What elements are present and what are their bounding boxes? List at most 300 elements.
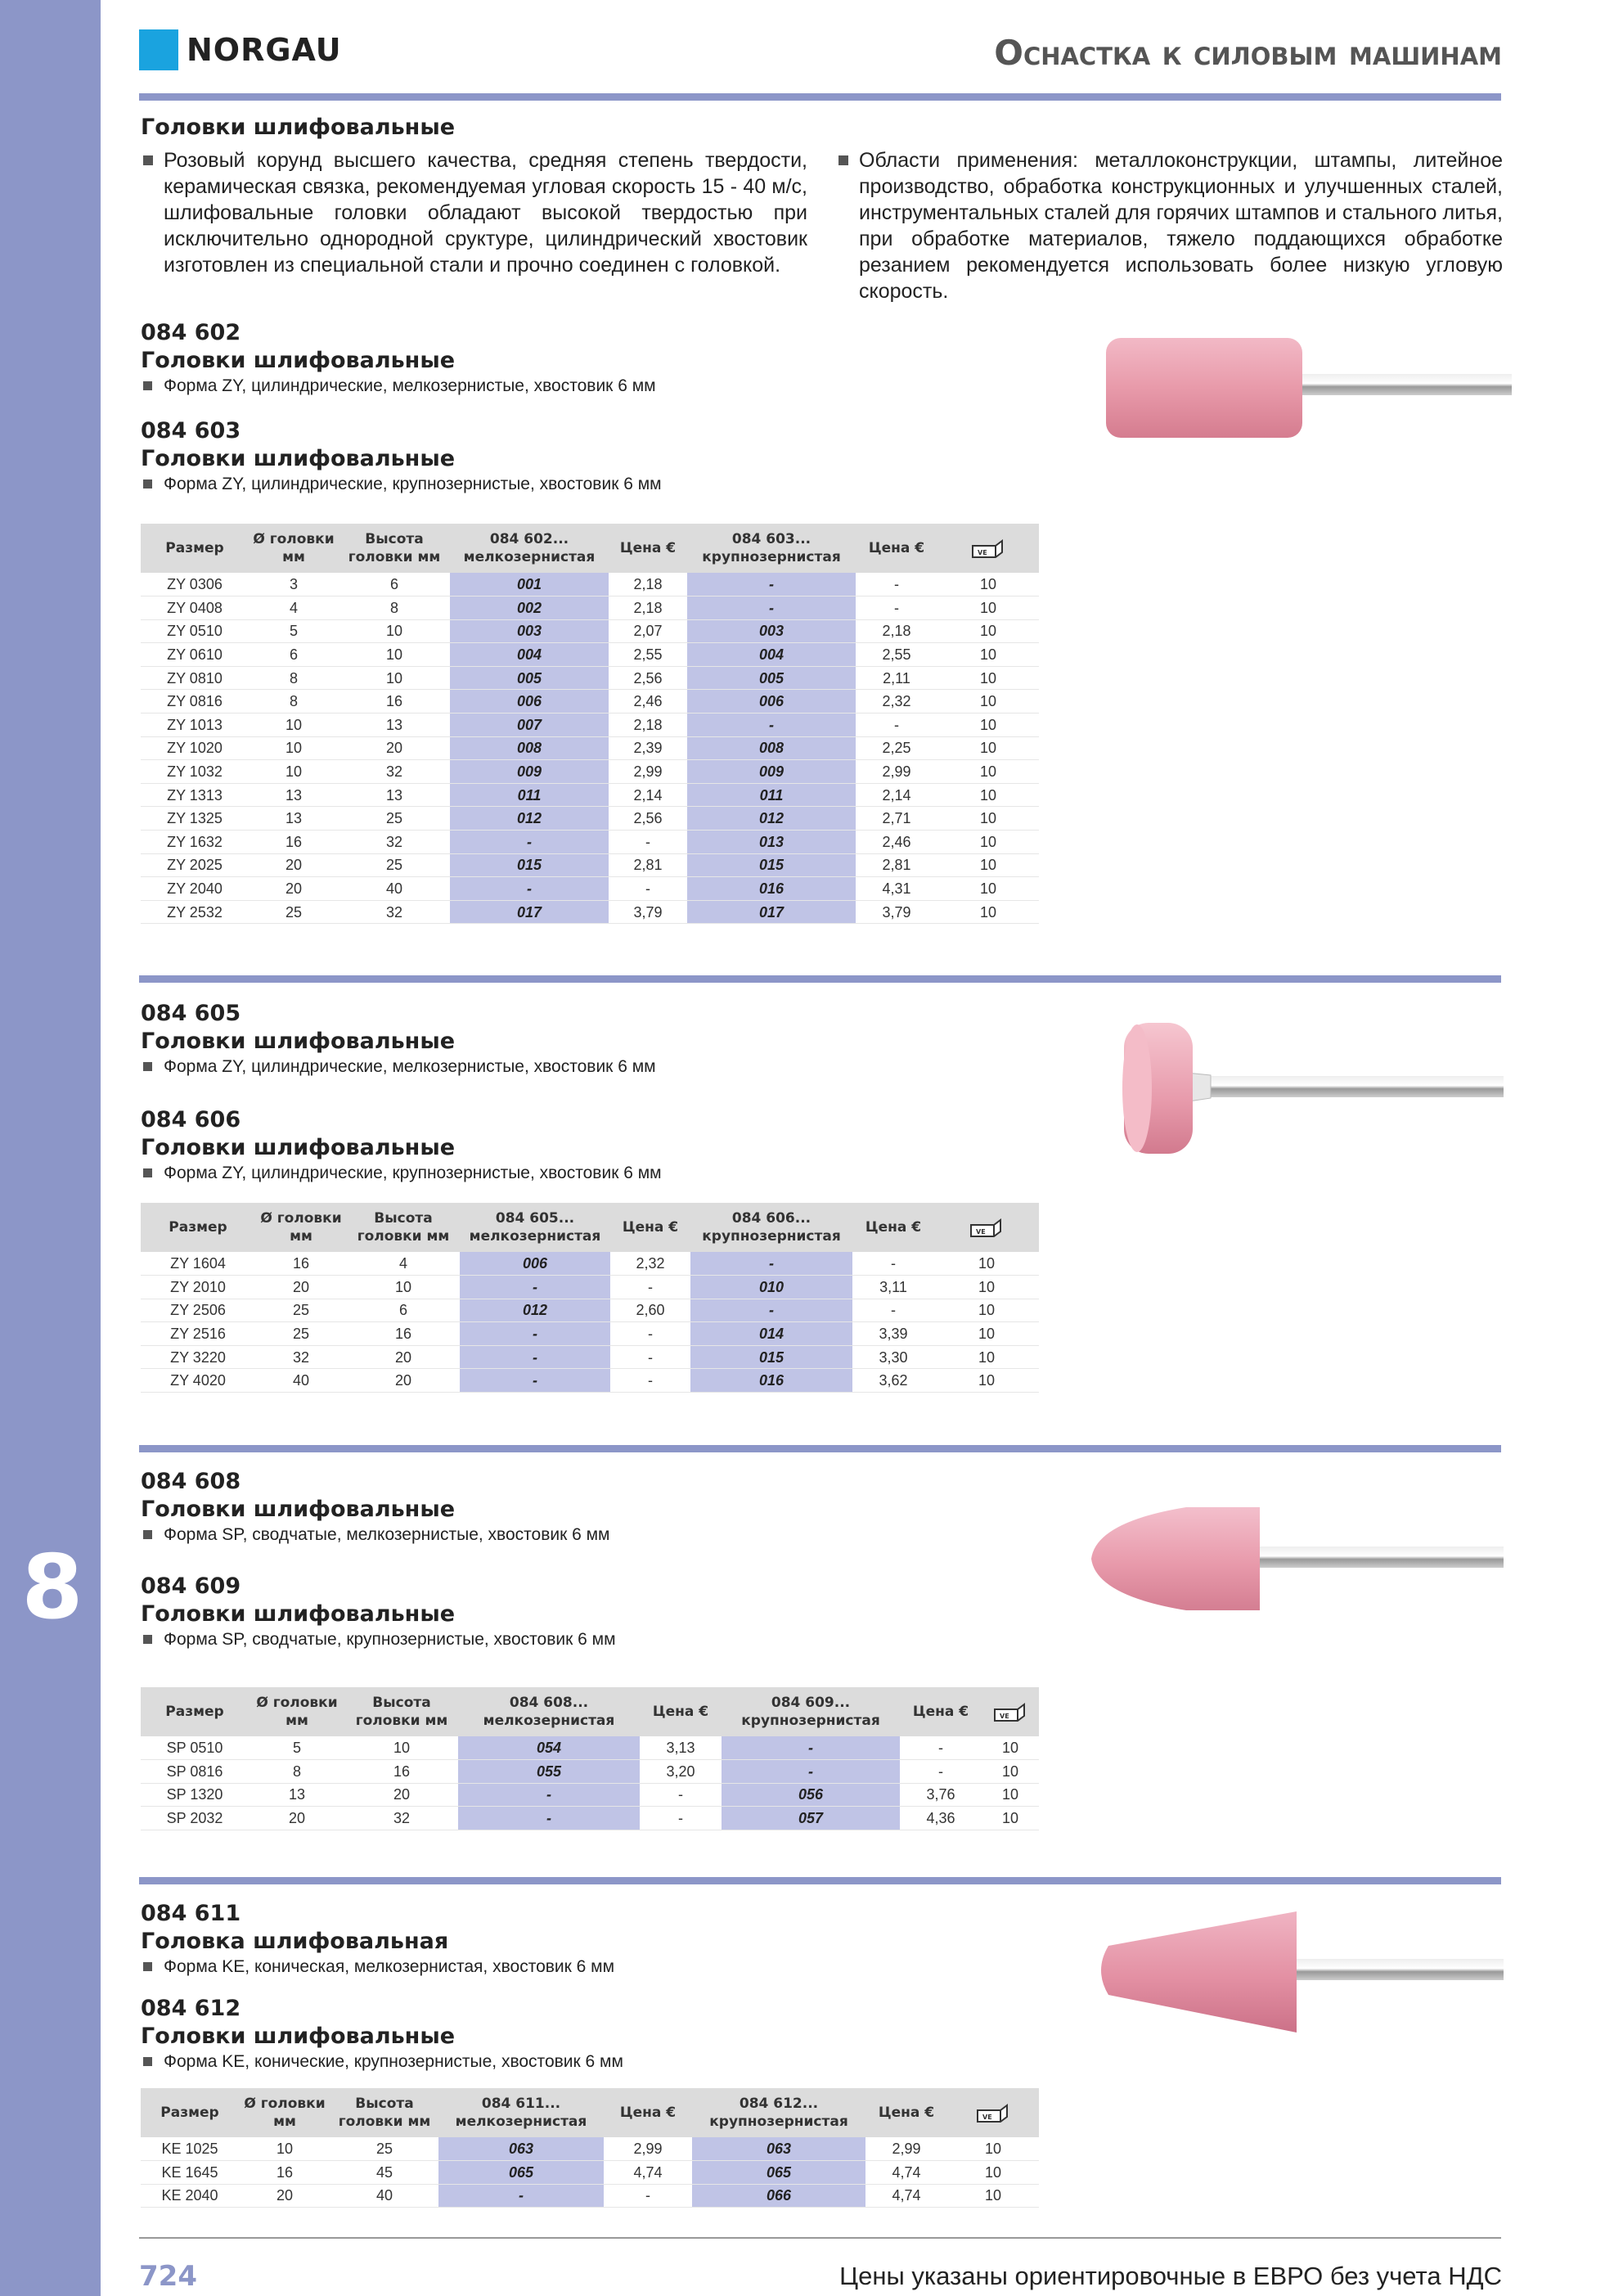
table-cell: 017 xyxy=(687,900,856,924)
packaging-unit-header xyxy=(947,2088,1039,2137)
table-cell: 10 xyxy=(339,619,450,643)
packaging-box-icon xyxy=(968,1217,1005,1238)
table-cell: 2,55 xyxy=(609,643,687,667)
packaging-unit-header xyxy=(982,1687,1039,1736)
table-cell: 8 xyxy=(249,690,339,714)
table-cell: 057 xyxy=(722,1807,900,1830)
table-cell: 010 xyxy=(690,1276,852,1299)
sidebar-band xyxy=(0,0,101,2296)
table-cell: KE 1025 xyxy=(141,2137,239,2161)
table-cell: 6 xyxy=(249,643,339,667)
table-cell: 20 xyxy=(249,1807,345,1830)
col-header: 084 609... крупнозернистая xyxy=(722,1687,900,1736)
col-header: Цена € xyxy=(856,524,937,573)
table-cell: 2,18 xyxy=(609,714,687,737)
table-cell: ZY 2532 xyxy=(141,900,249,924)
table-cell: 4,74 xyxy=(604,2161,692,2185)
packaging-box-icon xyxy=(991,1701,1029,1722)
section-divider xyxy=(139,975,1501,983)
table-cell: 20 xyxy=(239,2184,330,2208)
col-header: Размер xyxy=(141,2088,239,2137)
table-cell: SP 0510 xyxy=(141,1736,249,1760)
table-cell: 2,56 xyxy=(609,807,687,831)
table-cell: 3,62 xyxy=(852,1369,934,1393)
col-header: Цена € xyxy=(640,1687,722,1736)
table-cell: 10 xyxy=(982,1760,1039,1784)
table-row xyxy=(141,619,1039,643)
table-cell: - xyxy=(460,1276,610,1299)
table-cell: 10 xyxy=(345,1736,458,1760)
table-cell: ZY 1632 xyxy=(141,831,249,854)
table-cell: 32 xyxy=(339,760,450,784)
header-divider xyxy=(139,93,1501,101)
table-row xyxy=(141,1736,1039,1760)
table-cell: 10 xyxy=(937,690,1039,714)
product-code: 084 605 xyxy=(141,1001,241,1026)
table-cell: ZY 1313 xyxy=(141,783,249,807)
product-name: Головки шлифовальные xyxy=(141,1029,456,1054)
section-divider xyxy=(139,1877,1501,1884)
table-cell: - xyxy=(610,1322,690,1346)
table-cell: - xyxy=(458,1807,640,1830)
table-cell: - xyxy=(609,877,687,901)
col-header: 084 608... мелкозернистая xyxy=(458,1687,640,1736)
table-row xyxy=(141,736,1039,760)
table-cell: ZY 0610 xyxy=(141,643,249,667)
table-cell: 2,32 xyxy=(610,1252,690,1276)
bullet-icon xyxy=(143,1530,152,1539)
table-cell: 014 xyxy=(690,1322,852,1346)
table-row xyxy=(141,1345,1039,1369)
table-cell: 5 xyxy=(249,619,339,643)
table-cell: 2,18 xyxy=(609,573,687,597)
table-row xyxy=(141,666,1039,690)
product-name: Головки шлифовальные xyxy=(141,348,456,373)
table-cell: 45 xyxy=(330,2161,438,2185)
table-cell: 16 xyxy=(255,1252,347,1276)
col-header: Ø головки мм xyxy=(255,1203,347,1252)
table-cell: 10 xyxy=(937,666,1039,690)
table-cell: 40 xyxy=(330,2184,438,2208)
table-cell: 25 xyxy=(330,2137,438,2161)
table-cell: - xyxy=(687,573,856,597)
footer-divider xyxy=(139,2237,1501,2239)
table-cell: - xyxy=(722,1736,900,1760)
table-cell: 065 xyxy=(692,2161,865,2185)
table-cell: 10 xyxy=(934,1322,1039,1346)
table-cell: 32 xyxy=(255,1345,347,1369)
table-cell: 10 xyxy=(937,643,1039,667)
table-cell: 012 xyxy=(687,807,856,831)
table-row xyxy=(141,1276,1039,1299)
table-cell: 002 xyxy=(450,597,609,620)
col-header: 084 612... крупнозернистая xyxy=(692,2088,865,2137)
table-cell: 25 xyxy=(249,900,339,924)
packaging-box-icon xyxy=(969,538,1007,559)
table-cell: ZY 1020 xyxy=(141,736,249,760)
table-cell: 8 xyxy=(249,666,339,690)
table-cell: SP 0816 xyxy=(141,1760,249,1784)
product-table xyxy=(141,2088,1039,2208)
table-cell: 10 xyxy=(934,1252,1039,1276)
table-cell: 32 xyxy=(339,900,450,924)
page-number: 724 xyxy=(139,2260,197,2293)
table-cell: 10 xyxy=(937,619,1039,643)
table-cell: 13 xyxy=(249,783,339,807)
intro-right-paragraph: Области применения: металлоконструкции, штампы, литейное производство, обработка конструкционных и улучшенных сталей, инструментальных сталей для горячих штампов и стального литья, при обработке материалов, тяжело поддающихся обработке резанием рекомендуется использовать более низкую угловую скорость. xyxy=(859,149,1503,303)
table-cell: 007 xyxy=(450,714,609,737)
table-row xyxy=(141,1760,1039,1784)
col-header: Размер xyxy=(141,524,249,573)
table-cell: - xyxy=(460,1345,610,1369)
table-cell: ZY 2516 xyxy=(141,1322,255,1346)
product-table xyxy=(141,1203,1039,1393)
packaging-unit-header xyxy=(934,1203,1039,1252)
col-header: Высота головки мм xyxy=(345,1687,458,1736)
product-block xyxy=(141,319,656,398)
product-description: Форма SP, сводчатые, мелкозернистые, хвостовик 6 мм xyxy=(141,1524,610,1546)
table-row xyxy=(141,831,1039,854)
table-cell: 2,14 xyxy=(609,783,687,807)
table-cell: 6 xyxy=(347,1299,460,1322)
table-cell: ZY 0306 xyxy=(141,573,249,597)
table-cell: 2,99 xyxy=(609,760,687,784)
product-name: Головки шлифовальные xyxy=(141,1135,456,1160)
product-description: Форма ZY, цилиндрические, крупнозернистые, хвостовик 6 мм xyxy=(141,1162,662,1185)
table-row xyxy=(141,807,1039,831)
table-cell: 2,60 xyxy=(610,1299,690,1322)
table-cell: 20 xyxy=(347,1369,460,1393)
table-cell: 10 xyxy=(934,1369,1039,1393)
product-name: Головки шлифовальные xyxy=(141,446,456,471)
table-cell: 2,39 xyxy=(609,736,687,760)
table-row xyxy=(141,1369,1039,1393)
table-cell: 003 xyxy=(450,619,609,643)
product-code: 084 606 xyxy=(141,1107,241,1132)
table-cell: 4,36 xyxy=(900,1807,982,1830)
table-cell: 009 xyxy=(687,760,856,784)
table-cell: 3,13 xyxy=(640,1736,722,1760)
col-header: Размер xyxy=(141,1687,249,1736)
table-cell: 3,79 xyxy=(856,900,937,924)
table-cell: 32 xyxy=(339,831,450,854)
table-cell: 5 xyxy=(249,1736,345,1760)
col-header: 084 606... крупнозернистая xyxy=(690,1203,852,1252)
table-cell: - xyxy=(900,1760,982,1784)
col-header: Высота головки мм xyxy=(347,1203,460,1252)
table-cell: 2,25 xyxy=(856,736,937,760)
table-cell: 001 xyxy=(450,573,609,597)
table-cell: - xyxy=(690,1252,852,1276)
product-description: Форма ZY, цилиндрические, мелкозернистые, хвостовик 6 мм xyxy=(141,1056,656,1078)
table-cell: 015 xyxy=(450,853,609,877)
col-header: Цена € xyxy=(609,524,687,573)
footer-note: Цены указаны ориентировочные в ЕВРО без учета НДС xyxy=(839,2262,1502,2290)
table-cell: 16 xyxy=(239,2161,330,2185)
table-cell: 4 xyxy=(347,1252,460,1276)
product-block xyxy=(141,1106,662,1185)
table-cell: 8 xyxy=(339,597,450,620)
table-cell: - xyxy=(458,1783,640,1807)
table-cell: 2,14 xyxy=(856,783,937,807)
table-cell: - xyxy=(852,1252,934,1276)
svg-text:VE: VE xyxy=(1000,1713,1009,1720)
col-header: Высота головки мм xyxy=(330,2088,438,2137)
table-cell: 13 xyxy=(339,783,450,807)
table-cell: 25 xyxy=(339,807,450,831)
table-cell: 10 xyxy=(347,1276,460,1299)
product-name: Головки шлифовальные xyxy=(141,2024,456,2049)
table-row xyxy=(141,760,1039,784)
table-cell: 20 xyxy=(249,877,339,901)
table-cell: ZY 2010 xyxy=(141,1276,255,1299)
table-cell: 2,46 xyxy=(609,690,687,714)
product-code: 084 608 xyxy=(141,1469,241,1494)
table-cell: 006 xyxy=(460,1252,610,1276)
logo xyxy=(139,29,342,70)
table-cell: 2,81 xyxy=(856,853,937,877)
table-cell: - xyxy=(438,2184,604,2208)
product-description: Форма SP, сводчатые, крупнозернистые, хвостовик 6 мм xyxy=(141,1628,616,1651)
table-cell: ZY 0810 xyxy=(141,666,249,690)
table-cell: 16 xyxy=(345,1760,458,1784)
product-description: Форма KE, коническая, мелкозернистая, хвостовик 6 мм xyxy=(141,1956,614,1979)
table-cell: - xyxy=(610,1369,690,1393)
col-header: Цена € xyxy=(604,2088,692,2137)
table-cell: 005 xyxy=(687,666,856,690)
col-header: Ø головки мм xyxy=(249,1687,345,1736)
table-cell: 4 xyxy=(249,597,339,620)
table-row xyxy=(141,2161,1039,2185)
table-cell: 10 xyxy=(982,1783,1039,1807)
table-cell: 004 xyxy=(687,643,856,667)
disc-grinding-head-image xyxy=(1121,1015,1505,1162)
table-cell: 2,99 xyxy=(856,760,937,784)
table-cell: 2,71 xyxy=(856,807,937,831)
col-header: 084 611... мелкозернистая xyxy=(438,2088,604,2137)
table-cell: 2,18 xyxy=(609,597,687,620)
col-header: Цена € xyxy=(900,1687,982,1736)
table-cell: 015 xyxy=(687,853,856,877)
table-cell: 10 xyxy=(934,1276,1039,1299)
table-cell: 10 xyxy=(249,714,339,737)
table-row xyxy=(141,783,1039,807)
table-cell: 063 xyxy=(438,2137,604,2161)
table-cell: 3,79 xyxy=(609,900,687,924)
table-cell: ZY 0408 xyxy=(141,597,249,620)
table-cell: 015 xyxy=(690,1345,852,1369)
table-row xyxy=(141,714,1039,737)
table-row xyxy=(141,853,1039,877)
table-row xyxy=(141,2137,1039,2161)
table-cell: 2,46 xyxy=(856,831,937,854)
table-cell: - xyxy=(856,714,937,737)
logo-text: NORGAU xyxy=(187,32,342,68)
bullet-icon xyxy=(143,1962,152,1971)
bullet-icon xyxy=(143,1168,152,1177)
table-row xyxy=(141,1322,1039,1346)
table-cell: 2,99 xyxy=(865,2137,947,2161)
table-cell: - xyxy=(687,597,856,620)
table-cell: 3,20 xyxy=(640,1760,722,1784)
col-header: 084 603... крупнозернистая xyxy=(687,524,856,573)
table-cell: 4,31 xyxy=(856,877,937,901)
table-cell: 20 xyxy=(339,736,450,760)
table-cell: 008 xyxy=(687,736,856,760)
table-cell: - xyxy=(856,573,937,597)
table-cell: 10 xyxy=(937,807,1039,831)
table-cell: 10 xyxy=(339,643,450,667)
table-cell: 004 xyxy=(450,643,609,667)
product-description: Форма ZY, цилиндрические, крупнозернистые, хвостовик 6 мм xyxy=(141,473,662,496)
table-cell: 016 xyxy=(687,877,856,901)
table-cell: 16 xyxy=(339,690,450,714)
section-divider xyxy=(139,1445,1501,1452)
table-cell: 10 xyxy=(934,1345,1039,1369)
table-row xyxy=(141,643,1039,667)
table-cell: SP 1320 xyxy=(141,1783,249,1807)
table-cell: 10 xyxy=(937,900,1039,924)
table-cell: 10 xyxy=(937,714,1039,737)
col-header: Ø головки мм xyxy=(249,524,339,573)
table-cell: KE 1645 xyxy=(141,2161,239,2185)
table-cell: ZY 3220 xyxy=(141,1345,255,1369)
bullet-icon xyxy=(143,2057,152,2066)
table-cell: 2,99 xyxy=(604,2137,692,2161)
table-cell: 20 xyxy=(345,1783,458,1807)
table-cell: 8 xyxy=(249,1760,345,1784)
table-cell: 10 xyxy=(249,736,339,760)
table-cell: - xyxy=(609,831,687,854)
table-cell: 16 xyxy=(249,831,339,854)
table-cell: 10 xyxy=(239,2137,330,2161)
table-cell: ZY 1325 xyxy=(141,807,249,831)
col-header: Цена € xyxy=(610,1203,690,1252)
col-header: Цена € xyxy=(865,2088,947,2137)
table-cell: 005 xyxy=(450,666,609,690)
intro-title: Головки шлифовальные xyxy=(141,115,456,140)
table-cell: 20 xyxy=(249,853,339,877)
product-table xyxy=(141,524,1039,924)
product-description: Форма KE, конические, крупнозернистые, хвостовик 6 мм xyxy=(141,2051,623,2073)
table-cell: 10 xyxy=(937,736,1039,760)
table-cell: 003 xyxy=(687,619,856,643)
table-cell: 10 xyxy=(982,1807,1039,1830)
table-cell: ZY 2040 xyxy=(141,877,249,901)
table-row xyxy=(141,1807,1039,1830)
table-cell: 4,74 xyxy=(865,2184,947,2208)
table-cell: - xyxy=(610,1345,690,1369)
table-row xyxy=(141,877,1039,901)
product-block xyxy=(141,1995,623,2073)
product-description: Форма ZY, цилиндрические, мелкозернистые, хвостовик 6 мм xyxy=(141,375,656,398)
table-cell: 20 xyxy=(347,1345,460,1369)
table-row xyxy=(141,1252,1039,1276)
table-cell: 13 xyxy=(249,807,339,831)
intro-right-text xyxy=(836,147,1503,304)
bullet-icon xyxy=(143,155,153,165)
table-cell: 012 xyxy=(450,807,609,831)
table-cell: ZY 0816 xyxy=(141,690,249,714)
logo-mark-icon xyxy=(139,29,178,70)
table-cell: 2,81 xyxy=(609,853,687,877)
table-row xyxy=(141,900,1039,924)
table-cell: 2,07 xyxy=(609,619,687,643)
table-cell: 13 xyxy=(249,1783,345,1807)
svg-text:VE: VE xyxy=(978,549,987,556)
cone-grinding-head-image xyxy=(1092,1907,1505,2037)
table-cell: 2,18 xyxy=(856,619,937,643)
bullet-icon xyxy=(143,1062,152,1071)
table-cell: 25 xyxy=(339,853,450,877)
table-cell: 054 xyxy=(458,1736,640,1760)
table-cell: - xyxy=(856,597,937,620)
table-cell: 13 xyxy=(339,714,450,737)
table-cell: SP 2032 xyxy=(141,1807,249,1830)
table-cell: - xyxy=(722,1760,900,1784)
table-cell: 10 xyxy=(937,877,1039,901)
table-cell: 10 xyxy=(947,2161,1039,2185)
table-cell: 011 xyxy=(450,783,609,807)
table-cell: 10 xyxy=(249,760,339,784)
table-cell: ZY 4020 xyxy=(141,1369,255,1393)
table-cell: 10 xyxy=(937,783,1039,807)
table-cell: 006 xyxy=(450,690,609,714)
product-code: 084 612 xyxy=(141,1996,241,2021)
table-cell: 063 xyxy=(692,2137,865,2161)
table-cell: - xyxy=(460,1369,610,1393)
bullet-icon xyxy=(143,479,152,488)
table-row xyxy=(141,1783,1039,1807)
bullet-icon xyxy=(143,381,152,390)
table-cell: 10 xyxy=(339,666,450,690)
col-header: Высота головки мм xyxy=(339,524,450,573)
table-cell: 2,32 xyxy=(856,690,937,714)
table-cell: - xyxy=(640,1783,722,1807)
col-header: 084 605... мелкозернистая xyxy=(460,1203,610,1252)
table-cell: - xyxy=(687,714,856,737)
product-code: 084 609 xyxy=(141,1573,241,1599)
table-cell: 2,11 xyxy=(856,666,937,690)
table-cell: 10 xyxy=(937,853,1039,877)
table-cell: 056 xyxy=(722,1783,900,1807)
table-cell: ZY 2025 xyxy=(141,853,249,877)
table-cell: 16 xyxy=(347,1322,460,1346)
packaging-box-icon xyxy=(974,2102,1012,2123)
table-cell: - xyxy=(450,877,609,901)
table-cell: 10 xyxy=(934,1299,1039,1322)
table-cell: 3 xyxy=(249,573,339,597)
product-name: Головки шлифовальные xyxy=(141,1601,456,1627)
table-cell: 10 xyxy=(937,831,1039,854)
table-cell: 6 xyxy=(339,573,450,597)
table-cell: 10 xyxy=(947,2137,1039,2161)
product-block xyxy=(141,1573,616,1651)
table-cell: ZY 0510 xyxy=(141,619,249,643)
svg-text:VE: VE xyxy=(976,1228,986,1236)
table-cell: - xyxy=(460,1322,610,1346)
table-cell: 4,74 xyxy=(865,2161,947,2185)
table-cell: - xyxy=(690,1299,852,1322)
table-cell: 2,55 xyxy=(856,643,937,667)
table-cell: ZY 1032 xyxy=(141,760,249,784)
bullet-icon xyxy=(143,1635,152,1644)
cylinder-grinding-head-image xyxy=(1104,331,1513,442)
table-cell: 009 xyxy=(450,760,609,784)
table-cell: 40 xyxy=(255,1369,347,1393)
arch-grinding-head-image xyxy=(1088,1497,1505,1620)
col-header: Цена € xyxy=(852,1203,934,1252)
